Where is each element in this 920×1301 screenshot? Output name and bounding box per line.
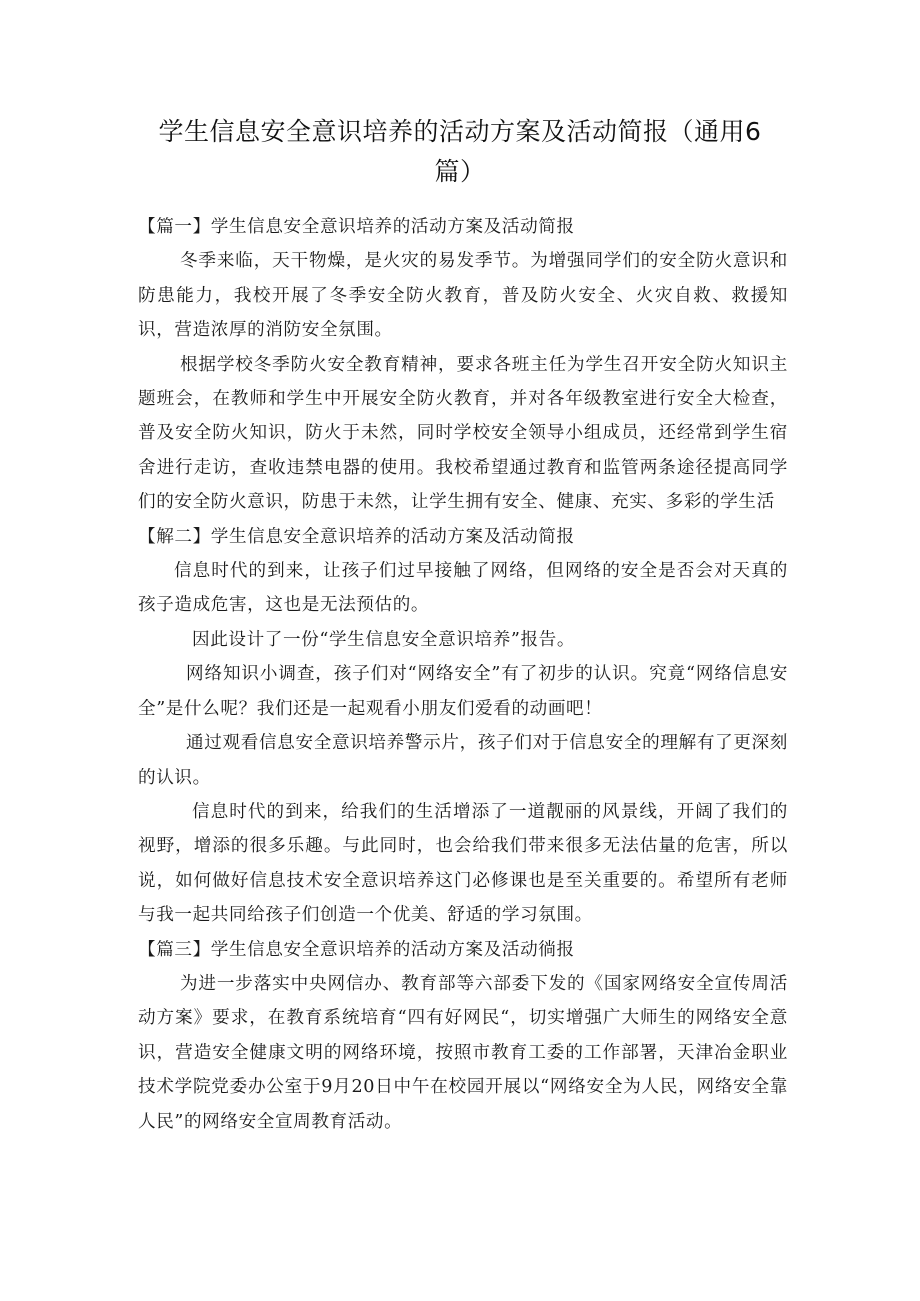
paragraph: 冬季来临，天干物燥，是火灾的易发季节。为增强同学们的安全防火意识和防患能力，我校开展了冬季安全防火教育，普及防火安全、火灾自救、救援知识，营造浓厚的消防安全氛围。 <box>138 251 788 341</box>
paragraph: 根据学校冬季防火安全教育精神，要求各班主任为学生召开安全防火知识主题班会，在教师和学生中开展安全防火教育，并对各年级教室进行安全大检查，普及安全防火知识，防火于未然，同时学校安全领导小组成员，还经常到学生宿舍进行走访，查收违禁电器的使用。我校希望通过教育和监管两条途径提高同学们的安全防火意识，防患于未然，让学生拥有安全、健康、充实、多彩的学生活 <box>138 354 788 513</box>
paragraph: 网络知识小调查，孩子们对“网络安全”有了初步的认识。究竟“网络信息安全”是什么呢？我们还是一起观看小朋友们爱看的动画吧！ <box>138 664 788 719</box>
section-heading: 【篇一】学生信息安全意识培养的活动方案及活动简报 <box>138 217 575 237</box>
paragraph: 因此设计了一份“学生信息安全意识培养”报告。 <box>192 629 576 650</box>
section-heading: 【篇三】学生信息安全意识培养的活动方案及活动徜报 <box>138 939 575 960</box>
paragraph: 为进一步落实中央网信办、教育部等六部委下发的《国家网络安全宣传周活动方案》要求，在教育系统培育“四有好网民“，切实增强广大师生的网络安全意识，营造安全健康文明的网络环境，按照市教育工委的工作部署，天津冶金职业技术学院党委办公室于9月20日中午在校园开展以“网络安全为人民，网络安全靠人民”的网络安全宣周教育活动。 <box>138 973 788 1132</box>
paragraph: 信息时代的到来，让孩子们过早接触了网络，但网络的安全是否会对天真的孩子造成危害，这也是无法预估的。 <box>138 561 788 616</box>
document-title: 学生信息安全意识培养的活动方案及活动简报（通用6篇） <box>158 117 762 186</box>
paragraph: 通过观看信息安全意识培养警示片，孩子们对于信息安全的理解有了更深刻的认识。 <box>138 733 788 788</box>
section-heading: 【解二】学生信息安全意识培养的活动方案及活动简报 <box>138 526 575 547</box>
paragraph: 信息时代的到来，给我们的生活增添了一道靓丽的风景线，开阔了我们的视野，增添的很多乐趣。与此同时，也会给我们带来很多无法估量的危害，所以说，如何做好信息技术安全意识培养这门必修课也是至关重要的。希望所有老师与我一起共同给孩子们创造一个优美、舒适的学习氛围。 <box>138 801 788 926</box>
document-body <box>138 210 788 1139</box>
